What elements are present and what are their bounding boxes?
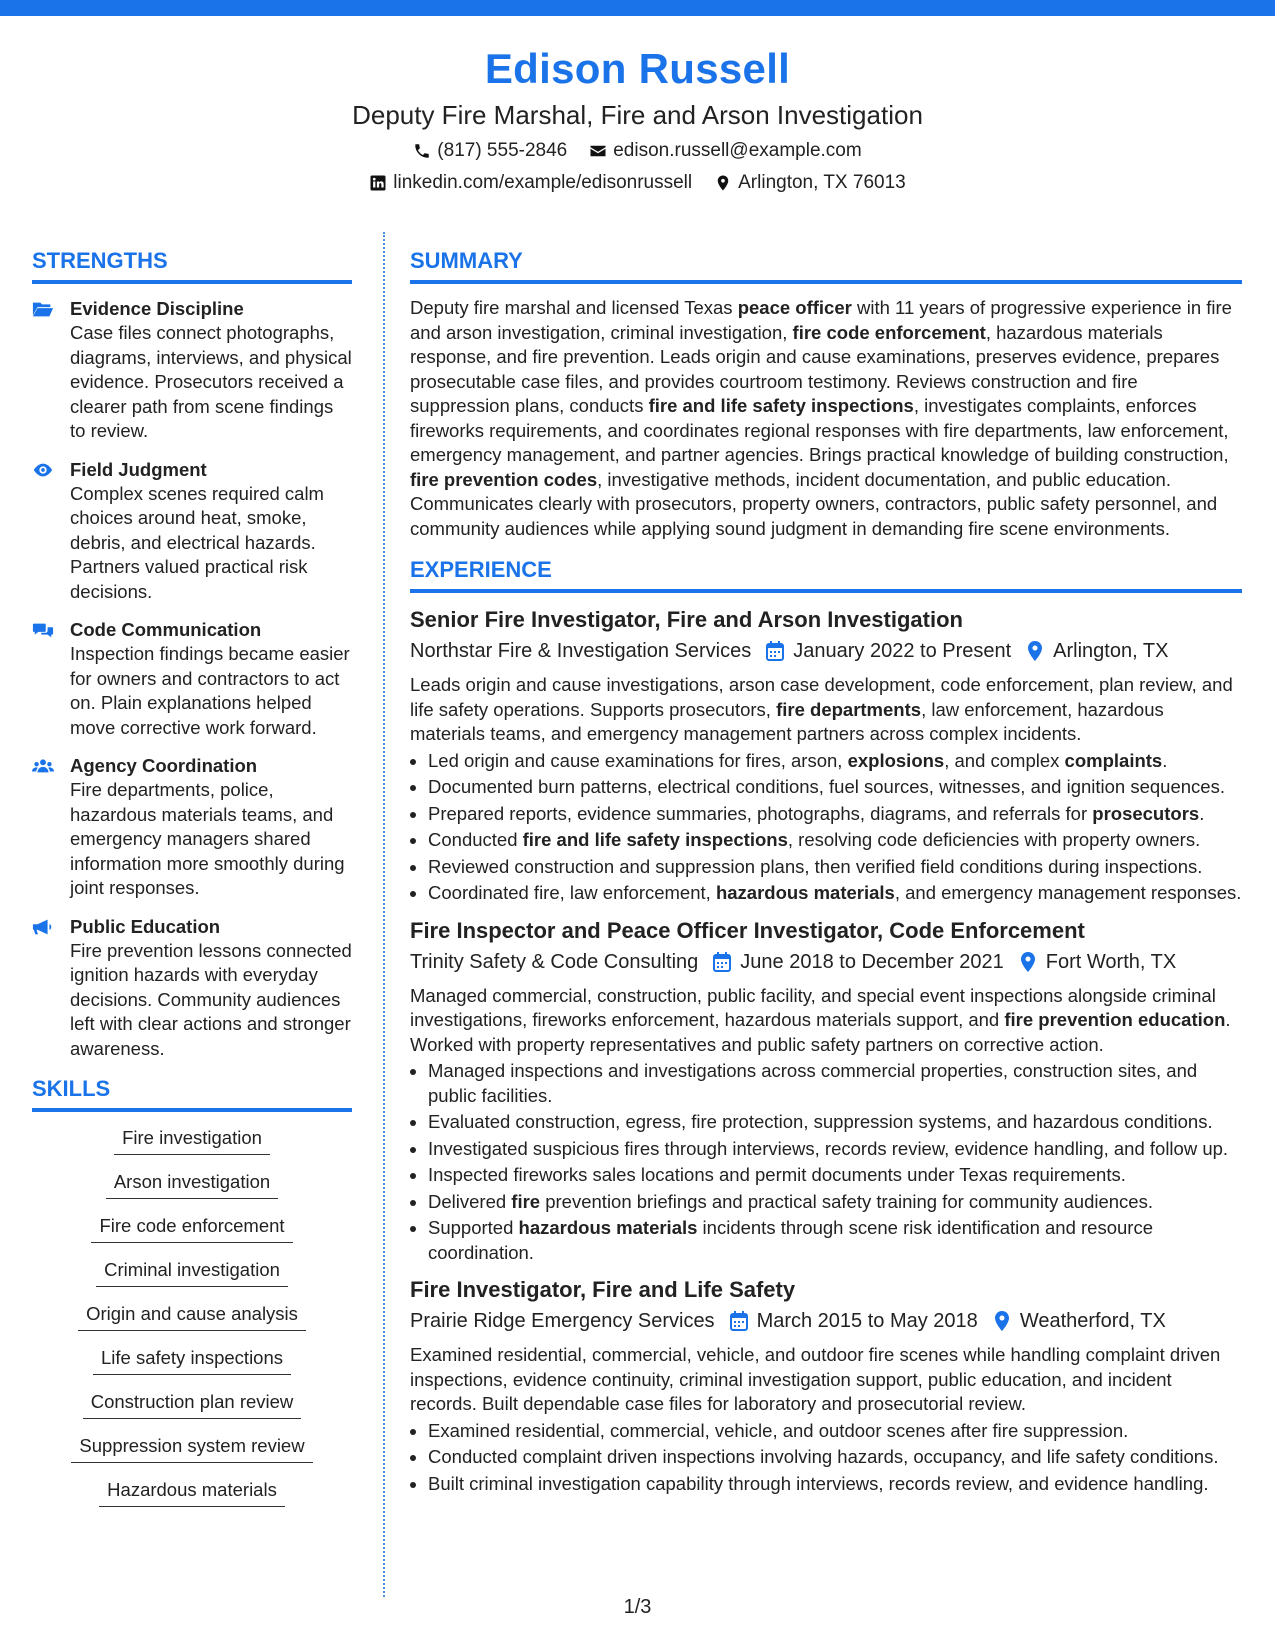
strength-body xyxy=(70,914,352,1062)
strength-body xyxy=(70,753,352,901)
job-location xyxy=(1025,635,1168,667)
skill-tag: Suppression system review xyxy=(71,1432,312,1463)
location-contact xyxy=(714,168,906,198)
bold-text: peace officer xyxy=(737,297,852,318)
bold-text: fire and life safety inspections xyxy=(522,829,788,850)
text-run: Documented burn patterns, electrical conditions, fuel sources, witnesses, and ignition sequences. xyxy=(428,776,1225,797)
contact-row-2 xyxy=(0,168,1275,198)
strength-body xyxy=(70,296,352,444)
job-bullets xyxy=(410,1419,1242,1497)
bold-text: fire and life safety inspections xyxy=(648,395,914,416)
strength-text: Fire prevention lessons connected ignition hazards with everyday decisions. Community audiences left with clear actions and stronger awareness. xyxy=(70,939,352,1059)
location-text: Arlington, TX 76013 xyxy=(738,172,906,193)
job-entry xyxy=(410,605,1242,906)
skill-row xyxy=(32,1300,352,1344)
bullet-item xyxy=(428,1163,1242,1188)
skill-row xyxy=(32,1388,352,1432)
job-dates xyxy=(712,946,1004,978)
email-text: edison.russell@example.com xyxy=(613,140,862,161)
phone-icon xyxy=(413,142,431,160)
text-run: Managed inspections and investigations across commercial properties, construction sites, and public facilities. xyxy=(428,1060,1198,1106)
bullet-item xyxy=(428,1137,1242,1162)
text-run: Leads origin and cause investigations, arson case development, code enforcement, plan review, and life safety operations. Supports prosecutors, xyxy=(410,674,1233,720)
linkedin-contact[interactable] xyxy=(369,168,692,198)
text-run: . xyxy=(1162,749,1168,771)
text-run: Coordinated fire, law enforcement, xyxy=(428,882,716,903)
text-run: , and complex xyxy=(944,749,1065,771)
text-run: . xyxy=(1199,802,1205,824)
text-run: Built criminal investigation capability through interviews, records review, and evidence handling. xyxy=(428,1472,1209,1494)
job-dates-text: January 2022 to Present xyxy=(793,640,1012,662)
text-run: with 11 years of progressive experience in fire and arson investigation, criminal investigation, xyxy=(410,297,1232,343)
text-run: Inspected fireworks sales locations and permit documents under Texas requirements. xyxy=(428,1164,1126,1185)
text-run: , investigative methods, incident documentation, and public education. Communicates clearly with prosecutors, property owners, contractors, public safety personnel, and community audiences while applying sound judgment in demanding fire scene environments. xyxy=(410,468,1218,539)
job-bullets xyxy=(410,749,1242,906)
strength-title: Field Judgment xyxy=(70,458,207,480)
text-run: , investigates complaints, enforces fireworks requirements, and coordinates regional responses with fire departments, law enforcement, emergency management, and partner agencies. Brings practical knowledge of building construction, xyxy=(410,395,1229,465)
bold-text: fire xyxy=(511,1190,541,1212)
job-description xyxy=(410,984,1242,1058)
strength-text: Fire departments, police, hazardous materials teams, and emergency managers shared information more smoothly during joint responses. xyxy=(70,779,345,898)
left-column xyxy=(32,246,352,1520)
skills-list xyxy=(32,1124,352,1520)
bold-text: fire departments xyxy=(776,698,922,720)
summary-heading: SUMMARY xyxy=(410,246,1242,284)
strength-item xyxy=(32,296,352,444)
candidate-title: Deputy Fire Marshal, Fire and Arson Investigation xyxy=(352,100,923,130)
bullet-item xyxy=(428,828,1242,853)
strength-item xyxy=(32,914,352,1062)
text-run: Deputy fire marshal and licensed Texas xyxy=(410,297,738,318)
right-column xyxy=(410,246,1242,1506)
job-location-text: Weatherford, TX xyxy=(1019,1310,1166,1332)
job-meta xyxy=(410,1305,1242,1337)
job-location xyxy=(1018,946,1176,978)
email-contact[interactable] xyxy=(589,136,861,166)
megaphone-icon xyxy=(32,914,70,1062)
strength-title: Agency Coordination xyxy=(70,755,258,776)
skill-row xyxy=(32,1432,352,1476)
strength-text: Case files connect photographs, diagrams, interviews, and physical evidence. Prosecutors received a clearer path from scene findings to review. xyxy=(70,322,352,441)
text-run: Examined residential, commercial, vehicle, and outdoor fire scenes while handling complaint driven inspections, evidence continuity, criminal investigation support, public education, and incident records. Built dependable case files for laboratory and prosecutorial review. xyxy=(410,1344,1221,1414)
bullet-item xyxy=(428,1190,1242,1215)
bold-text: hazardous materials xyxy=(518,1217,698,1238)
bullet-item xyxy=(428,1419,1242,1444)
calendar-icon xyxy=(765,640,785,662)
skill-tag: Criminal investigation xyxy=(96,1256,288,1287)
job-location-text: Fort Worth, TX xyxy=(1045,950,1177,973)
skill-tag: Fire code enforcement xyxy=(91,1212,292,1243)
job-dates-text: March 2015 to May 2018 xyxy=(756,1310,978,1332)
experience-heading: EXPERIENCE xyxy=(410,555,1242,593)
strength-title: Public Education xyxy=(70,915,221,937)
skill-tag: Origin and cause analysis xyxy=(78,1300,306,1331)
bold-text: fire prevention education xyxy=(1004,1009,1226,1030)
job-entry xyxy=(410,916,1242,1266)
strength-text: Complex scenes required calm choices around heat, smoke, debris, and electrical hazards. Partners valued practical risk decisions. xyxy=(70,482,324,602)
bullet-item xyxy=(428,1110,1242,1135)
job-meta xyxy=(410,946,1242,978)
jobs-list xyxy=(410,605,1242,1496)
strength-title: Code Communication xyxy=(70,619,262,640)
bullet-item xyxy=(428,749,1242,774)
bold-text: fire prevention codes xyxy=(410,468,598,490)
text-run: , and emergency management responses. xyxy=(894,882,1242,903)
folder-open-icon xyxy=(32,296,70,444)
text-run: Supported xyxy=(428,1217,519,1238)
text-run: prevention briefings and practical safety training for community audiences. xyxy=(540,1190,1153,1212)
skill-row xyxy=(32,1476,352,1520)
job-title: Fire Investigator, Fire and Life Safety xyxy=(410,1277,796,1302)
phone-contact[interactable] xyxy=(413,136,567,166)
text-run: Examined residential, commercial, vehicle, and outdoor scenes after fire suppression. xyxy=(428,1419,1129,1441)
summary-text xyxy=(410,296,1242,541)
job-company: Northstar Fire & Investigation Services xyxy=(410,640,752,662)
envelope-icon xyxy=(589,142,607,160)
top-accent-bar xyxy=(0,0,1275,16)
eye-icon xyxy=(32,457,70,605)
bullet-item xyxy=(428,1216,1242,1265)
job-location xyxy=(992,1305,1166,1337)
bullet-item xyxy=(428,775,1242,800)
strength-text: Inspection findings became easier for owners and contractors to act on. Plain explanations helped move corrective work forward. xyxy=(70,643,350,738)
job-dates xyxy=(729,1305,978,1337)
text-run: Prepared reports, evidence summaries, photographs, diagrams, and referrals for xyxy=(428,802,1093,824)
column-divider xyxy=(383,232,385,1597)
strength-item xyxy=(32,617,352,740)
calendar-icon xyxy=(729,1310,749,1332)
text-run: , resolving code deficiencies with property owners. xyxy=(787,829,1201,850)
skill-row xyxy=(32,1212,352,1256)
map-pin-icon xyxy=(992,1310,1012,1332)
text-run: . Worked with property representatives and public safety partners on corrective action. xyxy=(410,1009,1231,1055)
skills-heading: SKILLS xyxy=(32,1074,352,1112)
job-title: Senior Fire Investigator, Fire and Arson Investigation xyxy=(410,607,963,632)
chat-bubbles-icon xyxy=(32,617,70,740)
bullet-item xyxy=(428,1445,1242,1470)
text-run: Investigated suspicious fires through interviews, records review, evidence handling, and follow up. xyxy=(428,1137,1229,1159)
users-icon xyxy=(32,753,70,901)
job-location-text: Arlington, TX xyxy=(1053,640,1169,662)
job-dates xyxy=(765,635,1011,667)
contact-row-1 xyxy=(0,136,1275,166)
strength-item xyxy=(32,457,352,605)
bullet-item xyxy=(428,881,1242,906)
strength-item xyxy=(32,753,352,901)
candidate-name: Edison Russell xyxy=(484,45,791,92)
skill-tag: Hazardous materials xyxy=(99,1476,285,1507)
bold-text: complaints xyxy=(1064,749,1163,771)
map-pin-icon xyxy=(714,174,732,192)
bold-text: hazardous materials xyxy=(715,882,895,903)
skill-tag: Arson investigation xyxy=(106,1168,278,1199)
linkedin-icon xyxy=(369,174,387,192)
bold-text: fire code enforcement xyxy=(792,321,986,343)
text-run: Managed commercial, construction, public facility, and special event inspections alongside criminal investigations, fireworks enforcement, hazardous materials support, and xyxy=(410,984,1216,1030)
job-dates-text: June 2018 to December 2021 xyxy=(740,950,1004,973)
strength-title: Evidence Discipline xyxy=(70,298,244,319)
job-company: Prairie Ridge Emergency Services xyxy=(410,1310,715,1332)
page-number: 1/3 xyxy=(623,1596,652,1618)
linkedin-text: linkedin.com/example/edisonrussell xyxy=(393,172,693,193)
text-run: Reviewed construction and suppression plans, then verified field conditions during inspections. xyxy=(428,855,1203,877)
calendar-icon xyxy=(712,951,732,973)
job-description xyxy=(410,1343,1242,1417)
text-run: Conducted complaint driven inspections involving hazards, occupancy, and life safety conditions. xyxy=(428,1446,1219,1467)
bullet-item xyxy=(428,802,1242,827)
text-run: Evaluated construction, egress, fire protection, suppression systems, and hazardous conditions. xyxy=(428,1111,1213,1132)
text-run: , hazardous materials response, and fire prevention. Leads origin and cause examinations, preserves evidence, prepares prosecutable case files, and provides courtroom testimony. Reviews construction and fire suppression plans, conducts xyxy=(410,321,1220,416)
resume-header xyxy=(0,38,1275,198)
skill-tag: Fire investigation xyxy=(114,1124,270,1155)
map-pin-icon xyxy=(1025,640,1045,662)
strength-body xyxy=(70,457,352,605)
skill-tag: Construction plan review xyxy=(83,1388,302,1419)
text-run: incidents through scene risk identification and resource coordination. xyxy=(428,1217,1153,1263)
bullet-item xyxy=(428,1059,1242,1108)
bullet-item xyxy=(428,855,1242,880)
text-run: Led origin and cause examinations for fires, arson, xyxy=(428,749,848,771)
skill-row xyxy=(32,1124,352,1168)
skill-row xyxy=(32,1168,352,1212)
bullet-item xyxy=(428,1472,1242,1497)
text-run: Conducted xyxy=(428,829,523,850)
skill-tag: Life safety inspections xyxy=(93,1344,291,1375)
job-entry xyxy=(410,1275,1242,1496)
skill-row xyxy=(32,1256,352,1300)
strengths-heading: STRENGTHS xyxy=(32,246,352,284)
job-meta xyxy=(410,635,1242,667)
strengths-list xyxy=(32,296,352,1061)
text-run: Delivered xyxy=(428,1190,512,1212)
skill-row xyxy=(32,1344,352,1388)
map-pin-icon xyxy=(1018,951,1038,973)
job-title: Fire Inspector and Peace Officer Investigator, Code Enforcement xyxy=(410,917,1085,943)
phone-text: (817) 555-2846 xyxy=(437,140,568,161)
strength-body xyxy=(70,617,352,740)
bold-text: explosions xyxy=(847,749,945,771)
job-description xyxy=(410,673,1242,747)
bold-text: prosecutors xyxy=(1092,802,1200,824)
job-company: Trinity Safety & Code Consulting xyxy=(410,950,699,973)
job-bullets xyxy=(410,1059,1242,1265)
text-run: , law enforcement, hazardous materials teams, and emergency management partners across complex incidents. xyxy=(410,698,1164,744)
